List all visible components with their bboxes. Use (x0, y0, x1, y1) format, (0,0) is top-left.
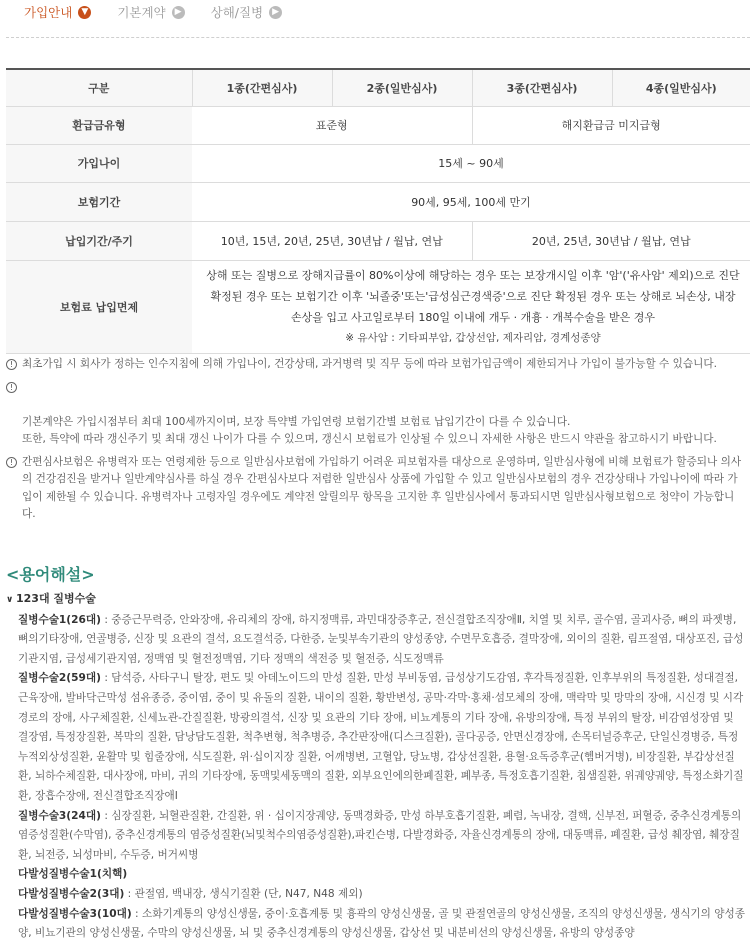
tab-bar (24, 0, 282, 24)
glossary-item (6, 669, 746, 806)
glossary-item (6, 807, 746, 866)
tab-enrollment-guide[interactable] (24, 3, 91, 21)
glossary-desc: : 담석증, 사타구니 탈장, 편도 및 아데노이드의 만성 질환, 만성 부비동염, 급성상기도감염, 후각특정질환, 인후부위의 특정질환, 성대결절, 근육장애, 발바닥근막성 섬유종증, 중이염, 중이 및 유돌의 질환, 내이의 질환, 황반변성, 공막·각막·홍채·섬모체의 장애, 맥락막 및 망막의 장애, 시신경 및 시각경로의 장애, 사구체질환, 신세뇨관-간질질환, 방광의결석, 신장 및 요관의 기타 장애, 비뇨계통의 기타 장애, 유방의장애, 특정 부위의 탈장, 비감염성장염 및 결장염, 특정장질환, 복막의 질환, 담낭담도질환, 척추변형, 척추병증, 추간판장애(디스크질환), 골다공증, 안면신경장애, 손목터널증후군, 단일신경병증, 특정 누적외상성질환, 윤활막 및 힘줄장애, 식도질환, 위·십이지장 질환, 어깨병변, 고혈압, 당뇨병, 갑상선질환, 용혈·요독증후군(헴버거병), 비장질환, 부갑상선질환, 뇌하수체질환, 대사장애, 마비, 귀의 기타장애, 동맥및세동맥의 질환, 외부요인에의한폐질환, 폐부종, 특정호흡기질환, 침샘질환, 위궤양궤양, 특정소화기질환, 장흡수장애, 전신결합조직장애Ⅰ (18, 672, 744, 802)
table-row (6, 182, 750, 221)
table-row (6, 221, 750, 260)
row-label: 보험기간 (6, 182, 192, 221)
glossary-desc: : 심장질환, 뇌혈관질환, 간질환, 위 · 십이지장궤양, 동맥경화증, 만성 하부호흡기질환, 폐렴, 녹내장, 결핵, 신부전, 퍼혈증, 중추신경계통의 염증성질환(수막염), 중추신경계통의 염증성질환(뇌및척수의염증성질환),파킨슨병, 다발경화증, 자율신경계통의 장애, 대동맥류, 폐질환, 급성 췌장염, 췌장질환, 뇌전증, 뇌성마비, 수두증, 버거씨병 (18, 809, 742, 861)
header-category: 구분 (6, 69, 192, 106)
header-type3: 3종(간편심사) (472, 69, 612, 106)
glossary-section-title: 123대 질병수술 (16, 592, 96, 605)
chevron-down-icon: ∨ (6, 595, 14, 605)
glossary-item (6, 865, 746, 885)
tab-label: 가입안내 (24, 5, 73, 20)
glossary-title: <용어해설> (6, 565, 95, 584)
info-icon: ! (6, 382, 17, 393)
info-icon: ! (6, 457, 17, 468)
cell-value: 90세, 95세, 100세 만기 (192, 182, 750, 221)
row-label: 보험료 납입면제 (6, 260, 192, 353)
glossary-desc: : 중증근무력증, 안와장애, 유리체의 장애, 하지정맥류, 과민대장증후군, 전신결합조직장애Ⅱ, 치열 및 치루, 골수염, 골괴사증, 뼈의 파젯병, 뼈의기타장애, 연골병증, 신장 및 요관의 결석, 요도결석증, 다한증, 눈및부속기관의 양성종양, 수면무호흡증, 결막장애, 외이의 질환, 림프절염, 대상포진, 급성 기관지염, 급성세기관지염, 정맥염 및 혈전정맥염, 기타 정맥의 색전증 및 혈전증, 식도정맥류 (18, 613, 744, 665)
notice-list (6, 356, 746, 529)
chevron-right-icon: ▶ (269, 6, 282, 19)
row-label: 납입기간/주기 (6, 221, 192, 260)
glossary-term: 다발성질병수술1(치핵) (18, 868, 128, 881)
notice-item (6, 454, 746, 524)
table-header-row (6, 69, 750, 106)
glossary-item (6, 885, 746, 905)
divider (6, 37, 750, 38)
enrollment-info-table (6, 68, 750, 354)
header-type4: 4종(일반심사) (612, 69, 750, 106)
notice-text: 간편심사보험은 유병력자 또는 연령제한 등으로 일반심사보험에 가입하기 어려운 피보험자를 대상으로 운영하며, 일반심사형에 비해 보험료가 할증되나 의사의 건강검진을 받거나 일반계약심사를 하실 경우 간편심사보다 저렴한 일반심사 상품에 가입할 수 있고 일반심사보험의 경우 건강상태나 가입나이에 따라 가입이 제한될 수 있습니다. 유병력자나 고령자일 경우에도 계약전 알릴의무 항목을 고지한 후 일반심사에서 통과되시면 일반심사형보험으로 청약이 가능합니다. (22, 455, 742, 520)
glossary-item (6, 905, 746, 944)
waiver-cell (192, 260, 750, 353)
glossary-term: 다발성질병수술2(3대) (18, 887, 125, 900)
notice-item (6, 379, 746, 449)
chevron-down-icon: ▼ (78, 6, 91, 19)
tab-label: 상해/질병 (210, 5, 264, 20)
glossary-term: 질병수술3(24대) (18, 809, 101, 822)
cell-value: 표준형 (192, 106, 472, 144)
tab-basic-contract[interactable] (117, 3, 184, 21)
waiver-note: ※ 유사암 : 기타피부암, 갑상선암, 제자리암, 경계성종양 (345, 331, 601, 344)
row-label: 가입나이 (6, 144, 192, 182)
row-label: 환급금유형 (6, 106, 192, 144)
glossary-section-header[interactable] (6, 589, 746, 611)
cell-value: 해지환급금 미지급형 (472, 106, 750, 144)
glossary-term: 질병수술2(59대) (18, 672, 101, 685)
cell-value: 10년, 15년, 20년, 25년, 30년납 / 월납, 연납 (192, 221, 472, 260)
tab-label: 기본계약 (117, 5, 166, 20)
notice-text: 최초가입 시 회사가 정하는 인수지침에 의해 가입나이, 건강상태, 과거병력 및 직무 등에 따라 보험가입금액이 제한되거나 가입이 불가능할 수 있습니다. (22, 358, 717, 370)
notice-text: 기본계약은 가입시점부터 최대 100세까지이며, 보장 특약별 가입연령 보험기간별 보험료 납입기간이 다를 수 있습니다. 또한, 특약에 따라 갱신주기 및 최대 갱신 나이가 다를 수 있으며, 갱신시 보험료가 인상될 수 있으니 자세한 사항은 반드시 약관을 참고하시기 바랍니다. (22, 415, 717, 445)
notice-item (6, 356, 746, 374)
glossary-desc: : 소화기계통의 양성신생물, 중이·호흡계통 및 흉곽의 양성신생물, 골 및 관절연골의 양성신생물, 조직의 양성신생물, 생식기의 양성종양, 비뇨기관의 양성신생물, 수막의 양성신생물, 뇌 및 중추신경계통의 양성신생물, 갑상선 및 내분비선의 양성신생물, 유방의 양성종양 (18, 907, 745, 940)
tab-injury-disease[interactable] (211, 3, 283, 21)
header-type2: 2종(일반심사) (332, 69, 472, 106)
header-type1: 1종(간편심사) (192, 69, 332, 106)
glossary (6, 589, 746, 944)
table-row (6, 260, 750, 353)
table-row (6, 106, 750, 144)
glossary-desc: : 관절염, 백내장, 생식기질환 (단, N47, N48 제외) (124, 887, 363, 900)
glossary-term: 다발성질병수술3(10대) (18, 907, 132, 920)
waiver-text: 상해 또는 질병으로 장해지급률이 80%이상에 해당하는 경우 또는 보장개시일 이후 '암'('유사암' 제외)으로 진단 확정된 경우 또는 보험기간 이후 '뇌졸중'또는'급성심근경색증'으로 진단 확정된 경우 또는 상해로 뇌손상, 내장손상을 입고 사고일로부터 180일 이내에 개두 · 개흉 · 개복수술을 받은 경우 (206, 268, 740, 324)
cell-value: 20년, 25년, 30년납 / 월납, 연납 (472, 221, 750, 260)
info-icon: ! (6, 359, 17, 370)
glossary-term: 질병수술1(26대) (18, 613, 101, 626)
chevron-right-icon: ▶ (172, 6, 185, 19)
cell-value: 15세 ~ 90세 (192, 144, 750, 182)
glossary-item (6, 611, 746, 670)
table-row (6, 144, 750, 182)
